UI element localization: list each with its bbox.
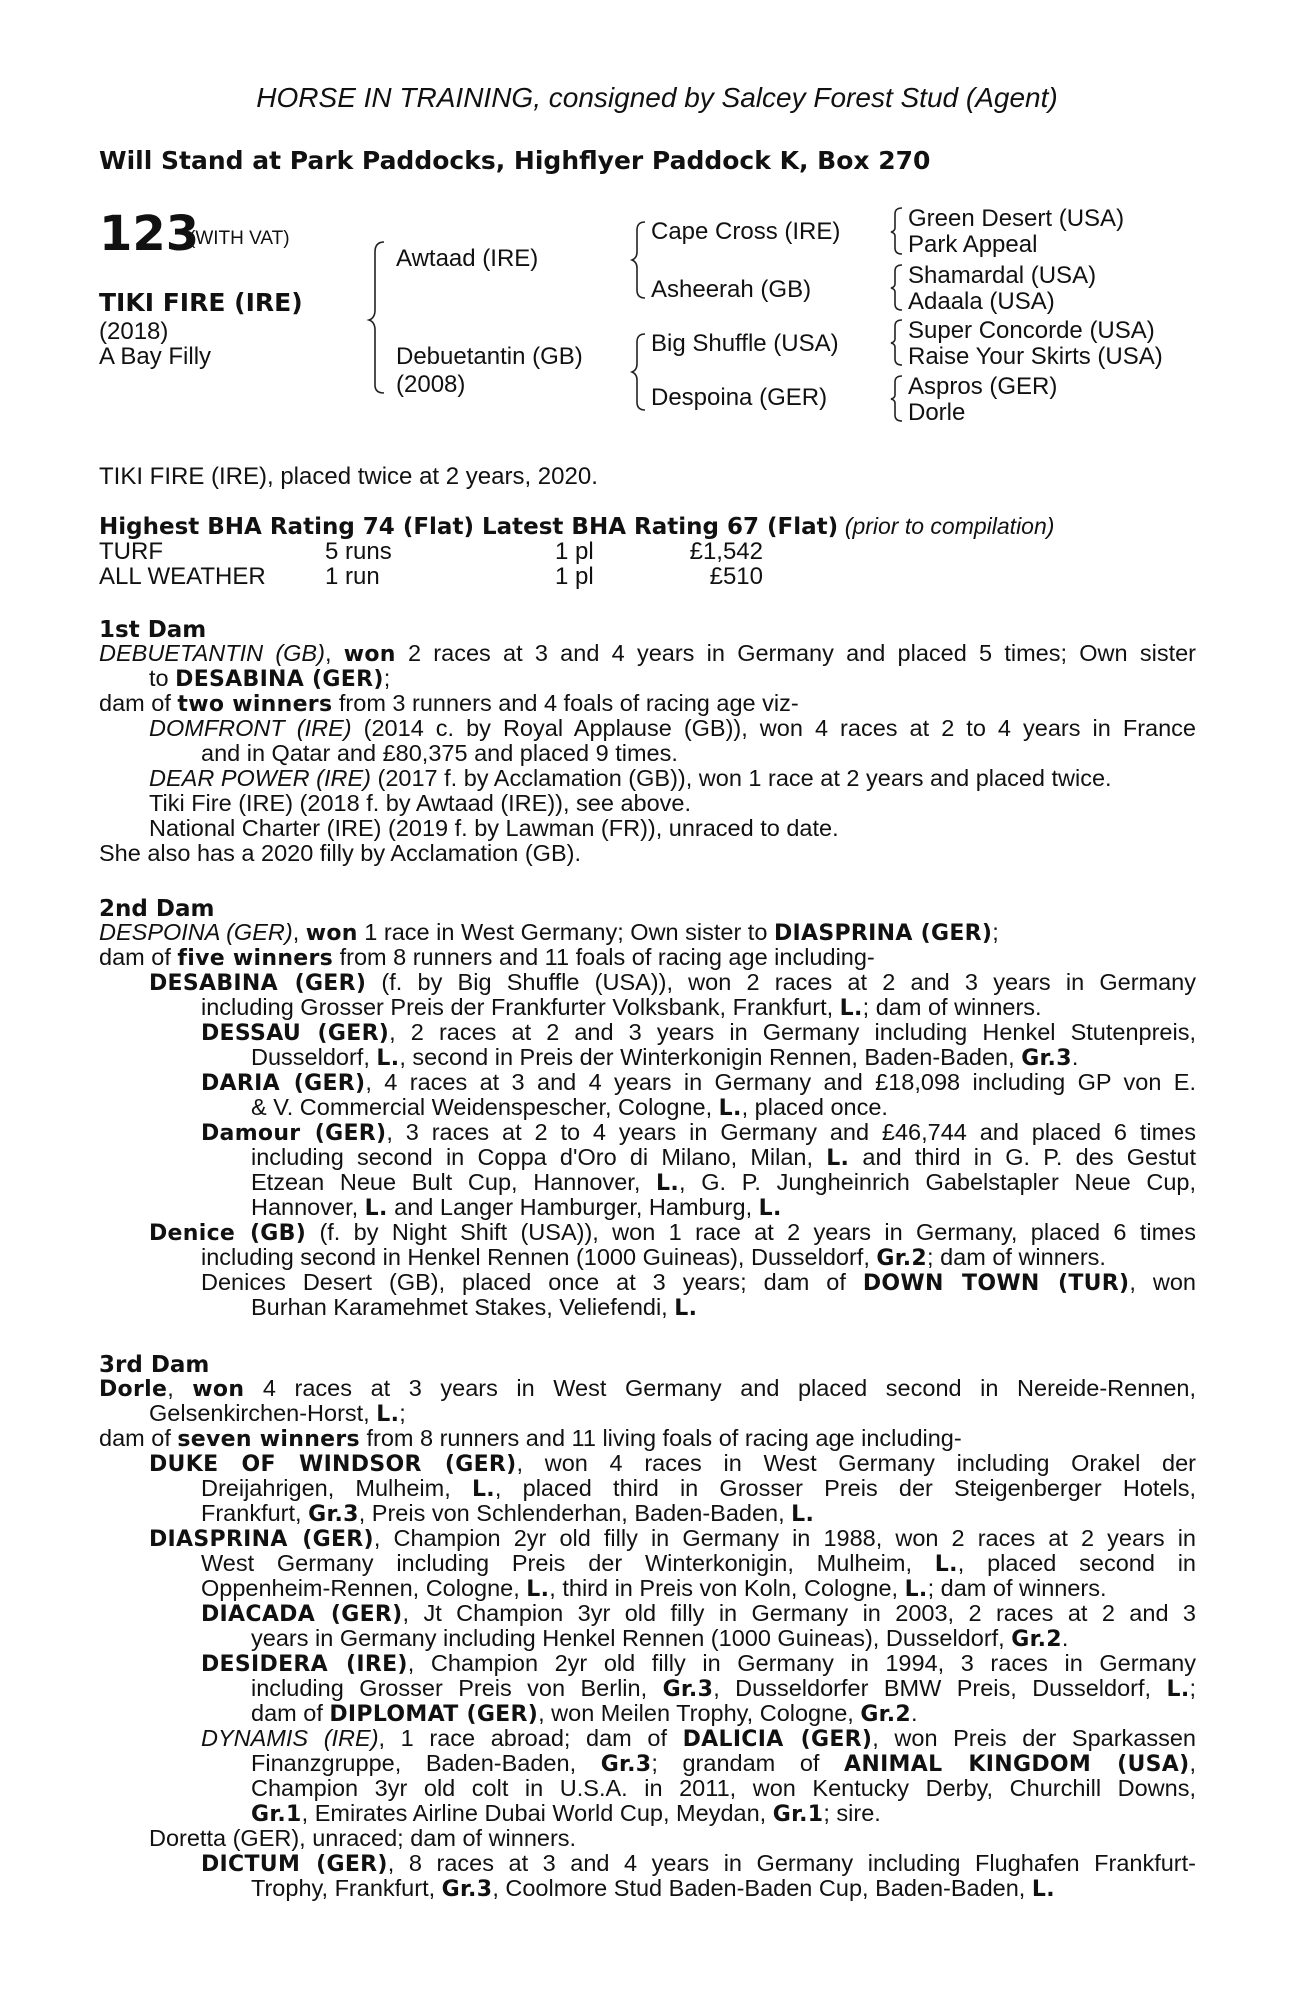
third-dam-line: Dreijahrigen, Mulheim, L., placed third in Grosser Preis der Steigenberger Hotels, bbox=[201, 1475, 1196, 1502]
aw-earnings: £510 bbox=[709, 563, 763, 590]
third-dam-line: Finanzgruppe, Baden-Baden, Gr.3; grandam of ANIMAL KINGDOM (USA), bbox=[251, 1750, 1196, 1777]
second-dam-line: DESABINA (GER) (f. by Big Shuffle (USA)), won 2 races at 2 and 3 years in Germany bbox=[149, 969, 1196, 996]
third-dam-line: Dorle, won 4 races at 3 years in West Germany and placed second in Nereide-Rennen, bbox=[99, 1375, 1196, 1402]
turf-earnings: £1,542 bbox=[689, 538, 763, 565]
first-dam-line: to DESABINA (GER); bbox=[149, 665, 391, 692]
first-dam-line: and in Qatar and £80,375 and placed 9 times. bbox=[201, 740, 678, 766]
aw-runs: 1 run bbox=[325, 563, 380, 590]
second-dam-heading: 2nd Dam bbox=[99, 896, 215, 922]
first-dam-line: dam of two winners from 3 runners and 4 foals of racing age viz- bbox=[99, 690, 799, 717]
first-dam-heading: 1st Dam bbox=[99, 617, 207, 643]
third-dam-line: Doretta (GER), unraced; dam of winners. bbox=[149, 1825, 577, 1851]
third-dam-line: including Grosser Preis von Berlin, Gr.3, Dusseldorfer BMW Preis, Dusseldorf, L.; bbox=[251, 1675, 1197, 1702]
third-dam-line: Frankfurt, Gr.3, Preis von Schlenderhan, Baden-Baden, L. bbox=[201, 1500, 815, 1527]
second-dam-line: DARIA (GER), 4 races at 3 and 4 years in Germany and £18,098 including GP von E. bbox=[201, 1069, 1196, 1096]
rating-highest: Highest BHA Rating 74 (Flat) Latest BHA Rating 67 (Flat) bbox=[99, 514, 839, 540]
third-dam-line: Gr.1, Emirates Airline Dubai World Cup, Meydan, Gr.1; sire. bbox=[251, 1800, 881, 1827]
rating-note: (prior to compilation) bbox=[844, 513, 1055, 539]
pedigree-sire: Awtaad (IRE) bbox=[396, 245, 539, 272]
second-dam-line: Damour (GER), 3 races at 2 to 4 years in Germany and £46,744 and placed 6 times bbox=[201, 1119, 1196, 1146]
third-dam-line: dam of seven winners from 8 runners and 11 living foals of racing age including- bbox=[99, 1425, 962, 1452]
first-dam-line: She also has a 2020 filly by Acclamation (GB). bbox=[99, 840, 581, 866]
second-dam-line: DESPOINA (GER), won 1 race in West Germany; Own sister to DIASPRINA (GER); bbox=[99, 919, 999, 946]
horse-year: (2018) bbox=[99, 318, 169, 345]
third-dam-line: Oppenheim-Rennen, Cologne, L., third in Preis von Koln, Cologne, L.; dam of winners. bbox=[201, 1575, 1107, 1602]
page-title: HORSE IN TRAINING, consigned by Salcey Forest Stud (Agent) bbox=[256, 82, 1058, 113]
second-dam-line: Denice (GB) (f. by Night Shift (USA)), won 1 race at 2 years in Germany, placed 6 times bbox=[149, 1219, 1196, 1246]
first-dam-line: Tiki Fire (IRE) (2018 f. by Awtaad (IRE)), see above. bbox=[149, 790, 692, 816]
first-dam-line: DEAR POWER (IRE) (2017 f. by Acclamation (GB)), won 1 race at 2 years and placed twice. bbox=[149, 765, 1112, 791]
third-dam-line: Champion 3yr old colt in U.S.A. in 2011, won Kentucky Derby, Churchill Downs, bbox=[251, 1775, 1196, 1801]
pedigree-ss-dam: Park Appeal bbox=[908, 231, 1038, 258]
second-dam-line: dam of five winners from 8 runners and 11 foals of racing age including- bbox=[99, 944, 875, 971]
turf-placed: 1 pl bbox=[555, 538, 594, 565]
pedigree-ss-sire: Green Desert (USA) bbox=[908, 205, 1125, 232]
pedigree-sd-sire: Shamardal (USA) bbox=[908, 262, 1097, 289]
second-dam-line: Burhan Karamehmet Stakes, Veliefendi, L. bbox=[251, 1294, 698, 1321]
third-dam-line: Trophy, Frankfurt, Gr.3, Coolmore Stud Baden-Baden Cup, Baden-Baden, L. bbox=[251, 1875, 1055, 1902]
lot-number: 123 bbox=[99, 206, 200, 262]
third-dam-line: DIASPRINA (GER), Champion 2yr old filly in Germany in 1988, won 2 races at 2 years in bbox=[149, 1525, 1196, 1552]
pedigree-ds-sire: Super Concorde (USA) bbox=[908, 317, 1155, 344]
third-dam-line: DESIDERA (IRE), Champion 2yr old filly in Germany in 1994, 3 races in Germany bbox=[201, 1650, 1197, 1677]
first-dam-line: DEBUETANTIN (GB), won 2 races at 3 and 4 years in Germany and placed 5 times; Own sister bbox=[99, 640, 1196, 667]
turf-surface: TURF bbox=[99, 538, 163, 565]
third-dam-line: Gelsenkirchen-Horst, L.; bbox=[149, 1400, 406, 1427]
first-dam-line: National Charter (IRE) (2019 f. by Lawman (FR)), unraced to date. bbox=[149, 815, 839, 841]
third-dam-line: DICTUM (GER), 8 races at 3 and 4 years in Germany including Flughafen Frankfurt- bbox=[201, 1850, 1196, 1877]
turf-runs: 5 runs bbox=[325, 538, 392, 565]
third-dam-heading: 3rd Dam bbox=[99, 1352, 210, 1378]
second-dam-line: including second in Coppa d'Oro di Milano, Milan, L. and third in G. P. des Gestut bbox=[251, 1144, 1197, 1171]
third-dam-line: years in Germany including Henkel Rennen (1000 Guineas), Dusseldorf, Gr.2. bbox=[251, 1625, 1069, 1652]
pedigree-ds-dam: Raise Your Skirts (USA) bbox=[908, 343, 1163, 370]
second-dam-line: including second in Henkel Rennen (1000 Guineas), Dusseldorf, Gr.2; dam of winners. bbox=[201, 1244, 1106, 1271]
second-dam-line: Etzean Neue Bult Cup, Hannover, L., G. P. Jungheinrich Gabelstapler Neue Cup, bbox=[251, 1169, 1196, 1196]
pedigree-sire-dam: Asheerah (GB) bbox=[651, 276, 812, 303]
second-dam-line: Denices Desert (GB), placed once at 3 years; dam of DOWN TOWN (TUR), won bbox=[201, 1269, 1196, 1296]
second-dam-line: DESSAU (GER), 2 races at 2 and 3 years in Germany including Henkel Stutenpreis, bbox=[201, 1019, 1196, 1046]
second-dam-line: Dusseldorf, L., second in Preis der Winterkonigin Rennen, Baden-Baden, Gr.3. bbox=[251, 1044, 1079, 1071]
horse-name: TIKI FIRE (IRE) bbox=[99, 288, 303, 317]
pedigree-sire-sire: Cape Cross (IRE) bbox=[651, 218, 841, 245]
second-dam-line: Hannover, L. and Langer Hamburger, Hamburg, L. bbox=[251, 1194, 782, 1221]
third-dam-line: DUKE OF WINDSOR (GER), won 4 races in West Germany including Orakel der bbox=[149, 1450, 1196, 1477]
third-dam-line: West Germany including Preis der Winterkonigin, Mulheim, L., placed second in bbox=[201, 1550, 1196, 1577]
pedigree-dam-sire: Big Shuffle (USA) bbox=[651, 330, 839, 357]
first-dam-line: DOMFRONT (IRE) (2014 c. by Royal Applause (GB)), won 4 races at 2 to 4 years in France bbox=[149, 715, 1196, 741]
stand-location: Will Stand at Park Paddocks, Highflyer Paddock K, Box 270 bbox=[99, 146, 931, 175]
horse-description: A Bay Filly bbox=[99, 343, 212, 370]
vat-label: (WITH VAT) bbox=[189, 228, 290, 249]
pedigree-dd-dam: Dorle bbox=[908, 399, 966, 426]
rating-line bbox=[99, 513, 1054, 541]
aw-surface: ALL WEATHER bbox=[99, 563, 266, 590]
third-dam-line: DIACADA (GER), Jt Champion 3yr old filly in Germany in 2003, 2 races at 2 and 3 bbox=[201, 1600, 1196, 1627]
aw-placed: 1 pl bbox=[555, 563, 594, 590]
second-dam-line: including Grosser Preis der Frankfurter Volksbank, Frankfurt, L.; dam of winners. bbox=[201, 994, 1042, 1021]
pedigree-dd-sire: Aspros (GER) bbox=[908, 373, 1058, 400]
third-dam-line: dam of DIPLOMAT (GER), won Meilen Trophy, Cologne, Gr.2. bbox=[251, 1700, 918, 1727]
second-dam-line: & V. Commercial Weidenspescher, Cologne, L., placed once. bbox=[251, 1094, 888, 1121]
pedigree-dam: Debuetantin (GB) bbox=[396, 343, 583, 370]
pedigree-sd-dam: Adaala (USA) bbox=[908, 288, 1055, 315]
race-summary: TIKI FIRE (IRE), placed twice at 2 years, 2020. bbox=[99, 463, 598, 490]
pedigree-dam-dam: Despoina (GER) bbox=[651, 384, 828, 411]
pedigree-dam-year: (2008) bbox=[396, 371, 466, 398]
third-dam-line: DYNAMIS (IRE), 1 race abroad; dam of DALICIA (GER), won Preis der Sparkassen bbox=[201, 1725, 1196, 1752]
